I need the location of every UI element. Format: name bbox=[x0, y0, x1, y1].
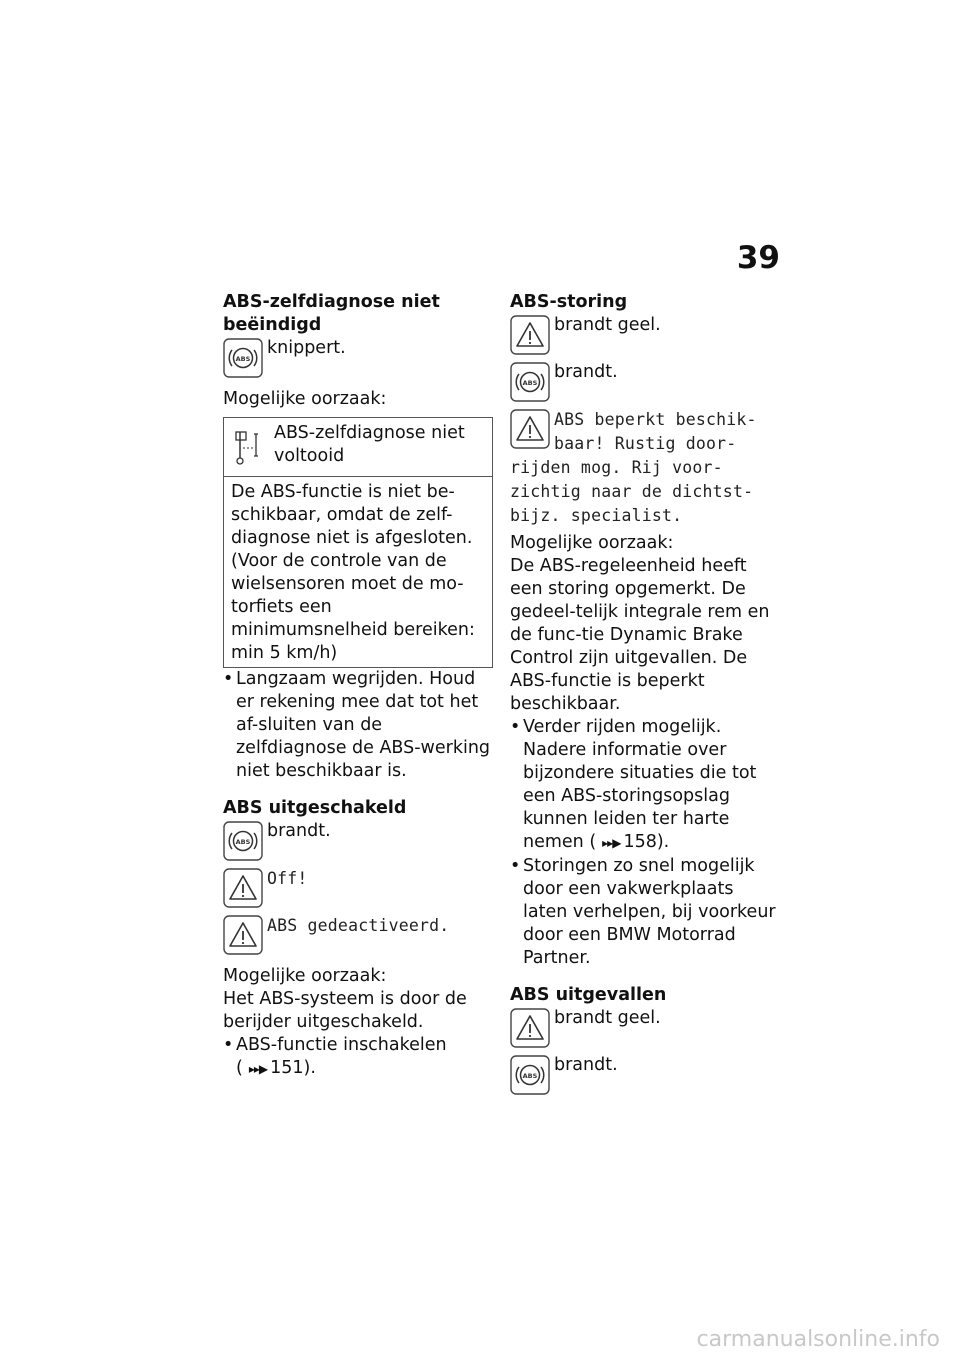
indicator-row bbox=[223, 337, 495, 378]
general-warning-triangle-icon bbox=[223, 868, 263, 908]
indicator-text: brandt. bbox=[267, 821, 331, 841]
general-warning-triangle-icon bbox=[510, 315, 550, 355]
display-message: ABS gedeactiveerd. bbox=[267, 916, 450, 935]
list-item: • Langzaam wegrijden. Houd er rekening mee dat tot het af-sluiten van de zelfdiagnose de ABS-werking niet beschikbaar is. bbox=[223, 668, 495, 783]
section-heading-abs-disabled: ABS uitgeschakeld bbox=[223, 798, 407, 818]
display-message: Off! bbox=[267, 869, 308, 888]
page-reference-arrow-icon: ▸▸▶ bbox=[602, 836, 621, 850]
display-message-top bbox=[554, 408, 757, 456]
abs-warning-icon bbox=[223, 821, 263, 861]
page-reference-arrow-icon: ▸▸▶ bbox=[248, 1062, 268, 1076]
right-column bbox=[510, 291, 782, 1095]
list-item: • Verder rijden mogelijk. Nadere informatie over bijzondere situaties die tot een ABS-storingsopslag kunnen leiden ter harte nemen ( ▸▸▶ 158). bbox=[510, 716, 782, 855]
list-item-text: Verder rijden mogelijk. Nadere informatie over bijzondere situaties die tot een ABS-storingsopslag kunnen leiden ter harte nemen bbox=[523, 717, 757, 852]
page-number: 39 bbox=[736, 240, 780, 276]
display-message-line: zichtig naar de dichtst- bbox=[510, 482, 754, 501]
section-heading-abs-selfdiagnosis: ABS-zelfdiagnose niet beëindigd bbox=[223, 292, 440, 335]
cause-label: Mogelijke oorzaak: bbox=[223, 389, 387, 409]
display-message-line: bijz. specialist. bbox=[510, 506, 683, 525]
display-message-row bbox=[223, 914, 495, 955]
list-item: • Storingen zo snel mogelijk door een vakwerkplaats laten verhelpen, bij voorkeur door een BMW Motorrad Partner. bbox=[510, 855, 782, 970]
indicator-row bbox=[510, 1007, 782, 1048]
page-reference[interactable]: 151). bbox=[270, 1058, 316, 1078]
cause-text: De ABS-regeleenheid heeft een storing opgemerkt. De gedeel-telijk integrale rem en de func-tie Dynamic Brake Control zijn uitgevallen. De ABS-functie is beperkt beschikbaar. bbox=[510, 556, 770, 714]
display-message-line: ABS beperkt beschik- bbox=[554, 410, 757, 429]
left-column bbox=[223, 291, 495, 1081]
instruction-list bbox=[223, 668, 495, 783]
watermark: carmanualsonline.info bbox=[696, 1327, 940, 1352]
cause-label: Mogelijke oorzaak: bbox=[510, 533, 674, 553]
abs-warning-icon bbox=[223, 338, 263, 378]
general-warning-triangle-icon bbox=[510, 1008, 550, 1048]
instruction-list bbox=[510, 716, 782, 970]
indicator-row bbox=[223, 820, 495, 861]
general-warning-triangle-icon bbox=[510, 409, 550, 449]
indicator-row bbox=[510, 361, 782, 402]
general-warning-triangle-icon bbox=[223, 915, 263, 955]
section-heading-abs-failed: ABS uitgevallen bbox=[510, 985, 667, 1005]
info-table-header bbox=[224, 418, 492, 477]
display-message-line: rijden mog. Rij voor- bbox=[510, 458, 723, 477]
abs-warning-icon bbox=[510, 362, 550, 402]
list-item-text: ABS-functie inschakelen bbox=[236, 1035, 447, 1055]
info-table bbox=[223, 417, 493, 668]
section-heading-abs-fault: ABS-storing bbox=[510, 292, 628, 312]
indicator-text: brandt. bbox=[554, 362, 618, 382]
indicator-row bbox=[510, 314, 782, 355]
indicator-text: brandt. bbox=[554, 1055, 618, 1075]
display-message-row bbox=[223, 867, 495, 908]
indicator-row bbox=[510, 1054, 782, 1095]
info-table-title: ABS-zelfdiagnose niet voltooid bbox=[274, 423, 465, 466]
display-message-row bbox=[510, 408, 782, 456]
indicator-text: knippert. bbox=[267, 338, 346, 358]
indicator-text: brandt geel. bbox=[554, 315, 661, 335]
wheel-sensor-icon bbox=[230, 426, 268, 470]
display-message-line: baar! Rustig door- bbox=[554, 434, 737, 453]
list-item: • ABS-functie inschakelen ( ▸▸▶ 151). bbox=[223, 1034, 495, 1081]
cause-label: Mogelijke oorzaak: bbox=[223, 966, 387, 986]
indicator-text: brandt geel. bbox=[554, 1008, 661, 1028]
page-reference[interactable]: 158). bbox=[623, 832, 670, 852]
cause-text: Het ABS-systeem is door de berijder uitgeschakeld. bbox=[223, 989, 467, 1032]
instruction-list bbox=[223, 1034, 495, 1081]
info-table-body: De ABS-functie is niet be-schikbaar, omdat de zelf-diagnose niet is afgesloten. (Voor de controle van de wielsensoren moet de mo-torfiets een minimumsnelheid bereiken: min 5 km/h) bbox=[231, 482, 475, 663]
abs-warning-icon bbox=[510, 1055, 550, 1095]
display-message-block bbox=[510, 408, 782, 528]
